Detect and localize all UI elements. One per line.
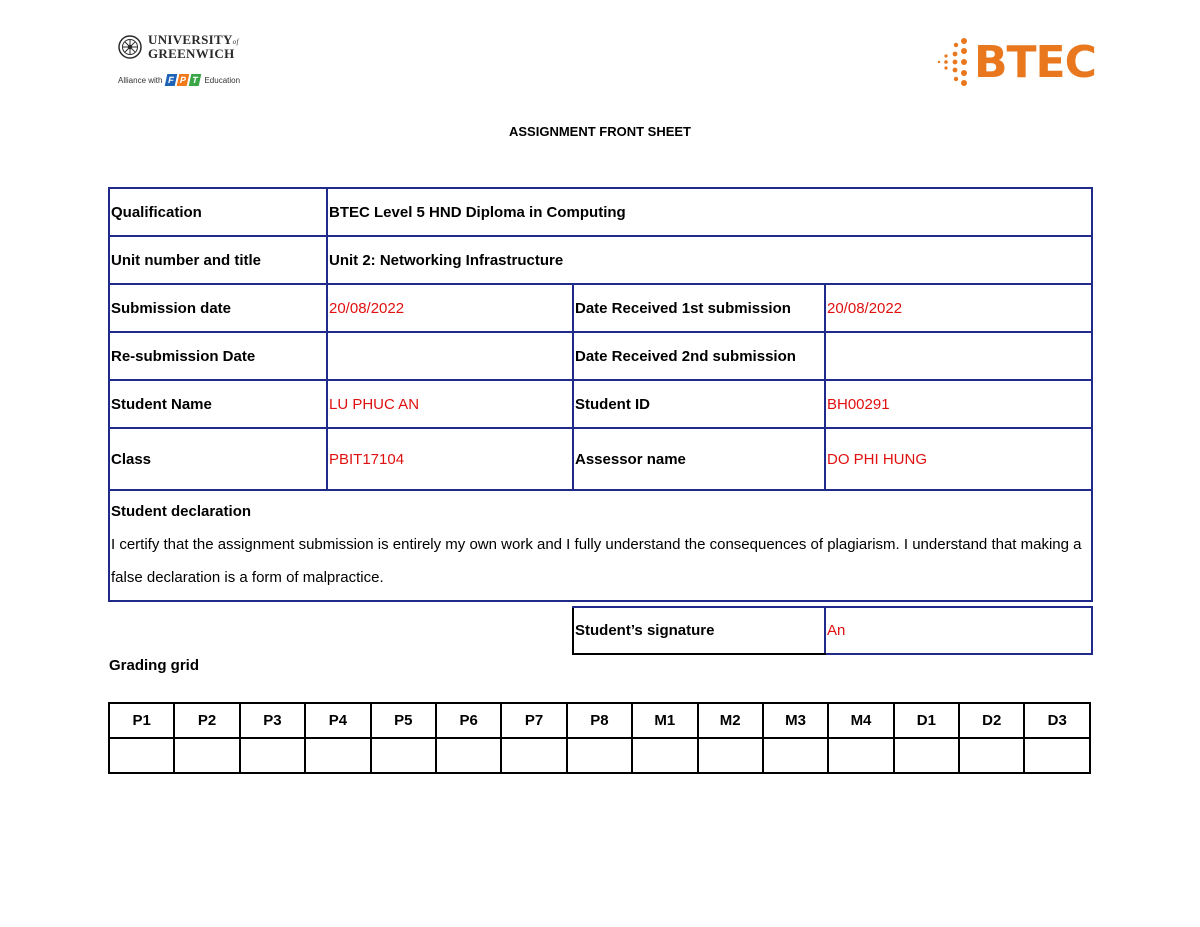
grade-cell [959, 738, 1024, 773]
class-value: PBIT17104 [327, 428, 573, 490]
grade-cell [1024, 738, 1090, 773]
education-text: Education [204, 75, 241, 85]
criterion-header: P5 [371, 703, 436, 738]
alliance-text: Alliance with [118, 75, 163, 85]
fpt-logo-icon [166, 74, 200, 86]
greenwich-wordmark [118, 34, 258, 60]
criterion-header: M1 [632, 703, 697, 738]
date-received-2nd-label: Date Received 2nd submission [573, 332, 825, 380]
fpt-letter-t: T [189, 74, 202, 86]
criterion-header: D2 [959, 703, 1024, 738]
grading-grid-table [108, 702, 1091, 774]
grade-cell [894, 738, 959, 773]
grade-cell [567, 738, 632, 773]
grade-cell [109, 738, 174, 773]
criterion-header: P1 [109, 703, 174, 738]
signature-label: Student’s signature [573, 607, 825, 654]
class-label: Class [109, 428, 327, 490]
criterion-header: M3 [763, 703, 828, 738]
criterion-header: P8 [567, 703, 632, 738]
resubmission-date-value [327, 332, 573, 380]
greenwich-name-line1: UNIVERSITY [148, 32, 233, 47]
assessor-value: DO PHI HUNG [825, 428, 1092, 490]
greenwich-name-of: of [232, 38, 239, 46]
class-row [109, 428, 1092, 490]
student-id-value: BH00291 [825, 380, 1092, 428]
date-received-1st-value: 20/08/2022 [825, 284, 1092, 332]
resubmission-row [109, 332, 1092, 380]
student-id-label: Student ID [573, 380, 825, 428]
student-row [109, 380, 1092, 428]
submission-date-label: Submission date [109, 284, 327, 332]
unit-value: Unit 2: Networking Infrastructure [327, 236, 1092, 284]
page-title: ASSIGNMENT FRONT SHEET [508, 124, 691, 139]
declaration-row [109, 490, 1092, 601]
student-name-label: Student Name [109, 380, 327, 428]
signature-table [572, 606, 1093, 655]
submission-row [109, 284, 1092, 332]
btec-dots-icon [936, 35, 972, 89]
fpt-letter-f: F [165, 74, 178, 86]
criterion-header: P2 [174, 703, 239, 738]
submission-date-value: 20/08/2022 [327, 284, 573, 332]
criterion-header: P3 [240, 703, 305, 738]
date-received-2nd-value [825, 332, 1092, 380]
criterion-header: D3 [1024, 703, 1090, 738]
qualification-row [109, 188, 1092, 236]
grade-cell [436, 738, 501, 773]
unit-row [109, 236, 1092, 284]
student-name-value: LU PHUC AN [327, 380, 573, 428]
criterion-header: M4 [828, 703, 893, 738]
grade-cell [174, 738, 239, 773]
grading-value-row [109, 738, 1090, 773]
grade-cell [501, 738, 566, 773]
qualification-label: Qualification [109, 188, 327, 236]
criterion-header: P6 [436, 703, 501, 738]
declaration-heading: Student declaration [111, 503, 252, 520]
grading-grid-label: Grading grid [109, 657, 199, 674]
fpt-alliance [118, 74, 258, 86]
grade-cell [371, 738, 436, 773]
grade-cell [632, 738, 697, 773]
declaration-cell [109, 490, 1092, 601]
grade-cell [763, 738, 828, 773]
criterion-header: P7 [501, 703, 566, 738]
greenwich-name-line2: GREENWICH [148, 46, 235, 61]
grade-cell [828, 738, 893, 773]
grading-header-row [109, 703, 1090, 738]
declaration-text: I certify that the assignment submission is entirely my own work and I fully understand the consequences of plagiarism. I understand that making a false declaration is a form of malpractice. [111, 536, 1082, 586]
criterion-header: M2 [698, 703, 763, 738]
qualification-value: BTEC Level 5 HND Diploma in Computing [327, 188, 1092, 236]
grade-cell [240, 738, 305, 773]
date-received-1st-label: Date Received 1st submission [573, 284, 825, 332]
criterion-header: D1 [894, 703, 959, 738]
university-of-greenwich-logo [118, 34, 258, 96]
fpt-letter-p: P [177, 74, 190, 86]
btec-logo [936, 32, 1122, 92]
signature-value: An [825, 607, 1092, 654]
grade-cell [305, 738, 370, 773]
assessor-label: Assessor name [573, 428, 825, 490]
unit-label: Unit number and title [109, 236, 327, 284]
resubmission-date-label: Re-submission Date [109, 332, 327, 380]
btec-wordmark: BTEC [974, 36, 1096, 88]
greenwich-seal-icon [118, 35, 142, 59]
front-sheet-table [108, 187, 1093, 602]
criterion-header: P4 [305, 703, 370, 738]
grade-cell [698, 738, 763, 773]
